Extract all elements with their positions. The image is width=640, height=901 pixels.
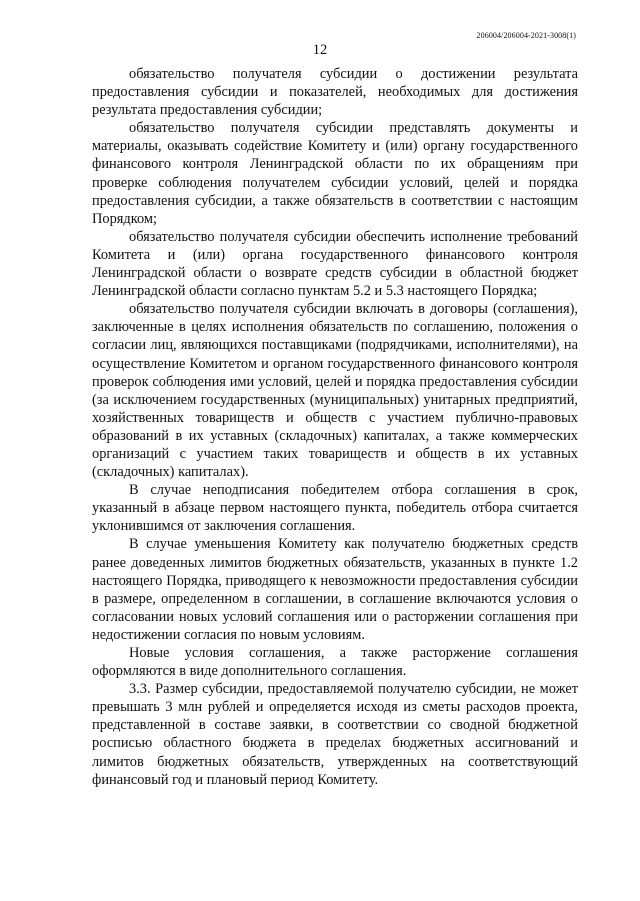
paragraph-new-conditions: Новые условия соглашения, а также расторжение соглашения оформляются в виде дополнительного соглашения. xyxy=(92,645,578,680)
paragraph-obligation-result: обязательство получателя субсидии о достижении результата предоставления субсидии и показателей, необходимых для достижения результата предоставления субсидии; xyxy=(92,66,578,119)
document-header-id: 206004/206004-2021-3008(1) xyxy=(476,31,576,40)
paragraph-obligation-contracts: обязательство получателя субсидии включать в договоры (соглашения), заключенные в целях исполнения обязательств по соглашению, положения о согласии лиц, являющихся поставщиками (подрядчиками, исполнителями), на осуществление Комитетом и органом государственного финансового контроля проверок соблюдения ими условий, целей и порядка предоставления субсидии (за исключением государственных (муниципальных) унитарных предприятий, хозяйственных товариществ и обществ с участием публично-правовых образований в их уставных (складочных) капиталах, а также коммерческих организаций с участием таких товариществ и обществ в их уставных (складочных) капиталах). xyxy=(92,301,578,481)
paragraph-non-signing: В случае неподписания победителем отбора соглашения в срок, указанный в абзаце первом настоящего пункта, победитель отбора считается уклонившимся от заключения соглашения. xyxy=(92,482,578,535)
paragraph-obligation-documents: обязательство получателя субсидии представлять документы и материалы, оказывать содействие Комитету и (или) органу государственного финансового контроля Ленинградской области по их обращениям при проверке соблюдения получателем субсидии условий, целей и порядка предоставления субсидии, а также обязательств в соответствии с настоящим Порядком; xyxy=(92,120,578,227)
paragraph-subsidy-amount: 3.3. Размер субсидии, предоставляемой получателю субсидии, не может превышать 3 млн рублей и определяется исходя из сметы расходов проекта, представленной в составе заявки, в соответствии со сводной бюджетной росписью областного бюджета в пределах бюджетных ассигнований и лимитов бюджетных обязательств, утвержденных на соответствующий финансовый год и плановый период Комитету. xyxy=(92,681,578,788)
paragraph-obligation-refund: обязательство получателя субсидии обеспечить исполнение требований Комитета и (или) органа государственного финансового контроля Ленинградской области о возврате средств субсидии в областной бюджет Ленинградской области согласно пунктам 5.2 и 5.3 настоящего Порядка; xyxy=(92,228,578,300)
page-number: 12 xyxy=(312,42,328,58)
document-body xyxy=(92,65,578,789)
paragraph-limits-reduction: В случае уменьшения Комитету как получателю бюджетных средств ранее доведенных лимитов бюджетных обязательств, указанных в пункте 1.2 настоящего Порядка, приводящего к невозможности предоставления субсидии в размере, определенном в соглашении, в соглашение включаются условия о согласовании новых условий соглашения или о расторжении соглашения при недостижении согласия по новым условиям. xyxy=(92,536,578,643)
